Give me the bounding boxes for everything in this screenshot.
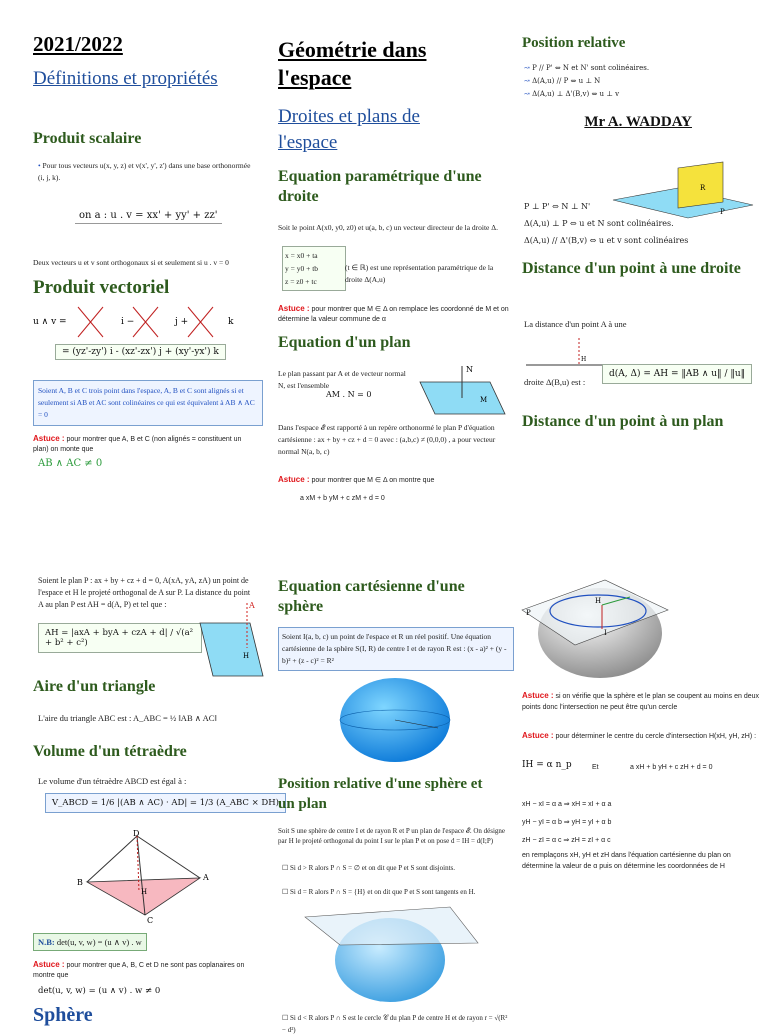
eq-plan-title: Equation d'un plan bbox=[278, 334, 411, 351]
defs-title: Définitions et propriétés bbox=[33, 68, 218, 89]
ps-line1: • Pour tous vecteurs u(x, y, z) et v(x', y', z') dans une base orthonormée (i, j, k). bbox=[38, 161, 251, 182]
plane-distance-figure bbox=[195, 598, 265, 678]
et-label: Et bbox=[592, 764, 599, 771]
eq-param-astuce: Astuce : pour montrer que M ∈ Δ on remplace les coordonné de M et on détermine la valeur commune de α bbox=[278, 304, 509, 323]
line-distance-figure bbox=[524, 335, 604, 371]
plan-eq-h: a xH + b yH + c zH + d = 0 bbox=[630, 764, 713, 771]
svg-text:H: H bbox=[141, 888, 148, 896]
sphere-plane-figure bbox=[520, 575, 670, 680]
dist-plan-title: Distance d'un point à un plan bbox=[522, 413, 724, 430]
svg-text:k: k bbox=[228, 317, 234, 327]
svg-text:D: D bbox=[133, 830, 140, 838]
eq-param-title: Equation paramétrique d'une droite bbox=[278, 168, 482, 205]
distance-plan-formula: AH = |axA + byA + czA + d| / √(a² + b² + c²) bbox=[38, 623, 202, 653]
eq-param-text: Soit le point A(x0, y0, z0) et u(a, b, c) un vecteur directeur de la droite Δ. bbox=[278, 223, 498, 232]
year: 2021/2022 bbox=[33, 32, 123, 56]
dist-droite-title: Distance d'un point à une droite bbox=[522, 260, 741, 277]
ih-formula: IH = α n_p bbox=[522, 760, 572, 770]
pv-box: Soient A, B et C trois point dans l'espace, A, B et C sont alignés si et seulement si AB et AC sont colinéaires ce qui est équivalent à AB ∧ AC = 0 bbox=[33, 380, 263, 426]
tangent-sphere-figure bbox=[300, 905, 480, 1005]
eq-plan-formula: AM . N = 0 bbox=[326, 390, 372, 399]
svg-text:P: P bbox=[720, 208, 725, 216]
volume-title: Volume d'un tétraèdre bbox=[33, 743, 187, 760]
dist-droite-formula: d(A, Δ) = AH = ‖AB ∧ u‖ / ‖u‖ bbox=[602, 364, 752, 384]
eq-plan-astuce: Astuce : pour montrer que M ∈ Δ on montre que bbox=[278, 475, 435, 484]
ps-formula: on a : u . v = xx' + yy' + zz' bbox=[75, 208, 222, 224]
pos-case2: ☐ Si d = R alors P ∩ S = {H} et on dit que P et S sont tangents en H. bbox=[282, 888, 476, 896]
svg-text:R: R bbox=[700, 184, 706, 192]
svg-text:M: M bbox=[480, 396, 488, 404]
eq-plan-astuce-formula: a xM + b yM + c zM + d = 0 bbox=[300, 495, 385, 502]
pos-rel-title: Position relative bbox=[522, 35, 626, 51]
svg-text:A: A bbox=[249, 601, 255, 610]
subtitle: Droites et plans de l'espace bbox=[278, 106, 420, 153]
sphere-astuce-1: Astuce : si on vérifie que la sphère et le plan se coupent au moins en deux points donc l'intersection ne peut être qu'un cercle bbox=[522, 691, 760, 711]
pos-sphere-text: Soit S une sphère de centre I et de rayon R et P un plan de l'espace 𝓔. On désigne par H le projeté orthogonal du point I sur le plan P et on pose d = IH = d(I;P) bbox=[278, 827, 506, 845]
distance-plan-text: Soient le plan P : ax + by + cz + d = 0, A(xA, yA, zA) un point de l'espace et H le projeté orthogonal de A sur P. La distance du point A au plan P est AH = d(A, P) et tel que : bbox=[38, 576, 251, 609]
eq-sphere-text: Soient I(a, b, c) un point de l'espace et R un réel positif. Une équation cartésienne de la sphère S(I, R) de centre I et de rayon R est : (x - a)² + (y - b)² + (z - c)² = R² bbox=[278, 627, 514, 671]
param-system: x = x0 + ta y = y0 + tb z = z0 + tc bbox=[282, 246, 346, 291]
pos-case1: ☐ Si d > R alors P ∩ S = ∅ et on dit que P et S sont disjoints. bbox=[282, 864, 455, 872]
perp-lines: P ⊥ P' ⇔ N ⊥ N' Δ(A,u) ⊥ P ⇔ u et N sont colinéaires. Δ(A,u) // Δ'(B,v) ⇔ u et v sont colinéaires bbox=[524, 202, 689, 245]
volume-astuce-formula: det(u, v, w) = (u ∧ v) . w ≠ 0 bbox=[38, 986, 161, 996]
pos-sphere-title: Position relative d'une sphère et un plan bbox=[278, 776, 483, 812]
svg-text:H: H bbox=[595, 597, 602, 605]
pos-case3: ☐ Si d < R alors P ∩ S est le cercle 𝒞 du plan P de centre H et de rayon r = √(R² − d²) bbox=[282, 1014, 508, 1034]
svg-text:i −: i − bbox=[121, 317, 135, 327]
dist-droite-text: La distance d'un point A à une bbox=[524, 319, 627, 329]
svg-text:j +: j + bbox=[175, 317, 189, 327]
volume-text: Le volume d'un tétraèdre ABCD est égal à : bbox=[38, 776, 187, 786]
param-note: (t ∈ ℝ) est une représentation paramétrique de la droite Δ(A,u) bbox=[345, 263, 494, 284]
author: Mr A. WADDAY bbox=[584, 114, 692, 130]
coord-lines: xH − xI = α a ⇒ xH = xI + α a yH − yI = α b ⇒ yH = yI + α b zH − zI = α c ⇒ zH = zI + α c bbox=[522, 801, 612, 844]
pv-formula: = (yz'-zy') i - (xz'-zx') j + (xy'-yx') k bbox=[55, 344, 226, 360]
svg-text:C: C bbox=[147, 916, 154, 925]
sphere-astuce-2: Astuce : pour déterminer le centre du cercle d'intersection H(xH, yH, zH) : bbox=[522, 731, 757, 740]
svg-text:H: H bbox=[243, 652, 250, 660]
svg-text:B: B bbox=[77, 878, 83, 887]
svg-text:H: H bbox=[581, 356, 587, 363]
plane-normal-figure bbox=[410, 362, 510, 417]
pv-astuce: Astuce : pour montrer que A, B et C (non alignés = constituent un plan) on monte que bbox=[33, 434, 242, 453]
svg-text:N: N bbox=[466, 365, 473, 374]
ps-ortho: Deux vecteurs u et v sont orthogonaux si et seulement si u . v = 0 bbox=[33, 258, 229, 267]
volume-formula: V_ABCD = 1/6 |(AB ∧ AC) · AD| = 1/3 (A_ABC × DH) bbox=[45, 793, 286, 813]
pv-astuce-formula: AB ∧ AC ≠ 0 bbox=[38, 458, 103, 469]
main-title: Géométrie dans l'espace bbox=[278, 37, 427, 90]
aire-title: Aire d'un triangle bbox=[33, 678, 156, 695]
svg-text:I: I bbox=[604, 629, 607, 637]
nb-box: N.B: det(u, v, w) = (u ∧ v) . w bbox=[33, 933, 147, 951]
svg-text:u ∧ v =: u ∧ v = bbox=[33, 317, 67, 327]
eq-plan-text2: Dans l'espace 𝓔 est rapporté à un repère orthonormé le plan P d'équation cartésienne : ax + by + cz + d = 0 avec : (a,b,c) ≠ (0,0,0) , a pour vecteur normal N(a, b, c) bbox=[278, 423, 496, 456]
svg-text:A: A bbox=[203, 873, 209, 882]
determinant-grid bbox=[33, 302, 243, 342]
eq-sphere-title: Equation cartésienne d'une sphère bbox=[278, 578, 465, 615]
eq-plan-text: Le plan passant par A et de vecteur normal N, est l'ensemble bbox=[278, 369, 406, 390]
sphere-figure bbox=[338, 676, 453, 764]
volume-astuce: Astuce : pour montrer que A, B, C et D ne sont pas coplanaires on montre que bbox=[33, 960, 245, 979]
tetrahedron-figure bbox=[75, 830, 210, 925]
produit-vectoriel-title: Produit vectoriel bbox=[33, 277, 170, 298]
dist-droite-text2: droite Δ(B,u) est : bbox=[524, 377, 586, 387]
sphere-note-end: en remplaçons xH, yH et zH dans l'équation cartésienne du plan on détermine la valeur de α puis on détermine les coordonnées de H bbox=[522, 852, 731, 870]
pos-rel-lines: ↝ P // P' ⇔ N et N' sont colinéaires. ↝ Δ(A,u) // P ⇔ u ⊥ N ↝ Δ(A,u) ⊥ Δ'(B,v) ⇔ u ⊥ v bbox=[524, 64, 650, 98]
aire-text: L'aire du triangle ABC est : A_ABC = ½ ‖AB ∧ AC‖ bbox=[38, 713, 217, 723]
svg-text:P: P bbox=[526, 609, 531, 617]
sphere-title: Sphère bbox=[33, 1004, 93, 1026]
produit-scalaire-title: Produit scalaire bbox=[33, 130, 142, 147]
